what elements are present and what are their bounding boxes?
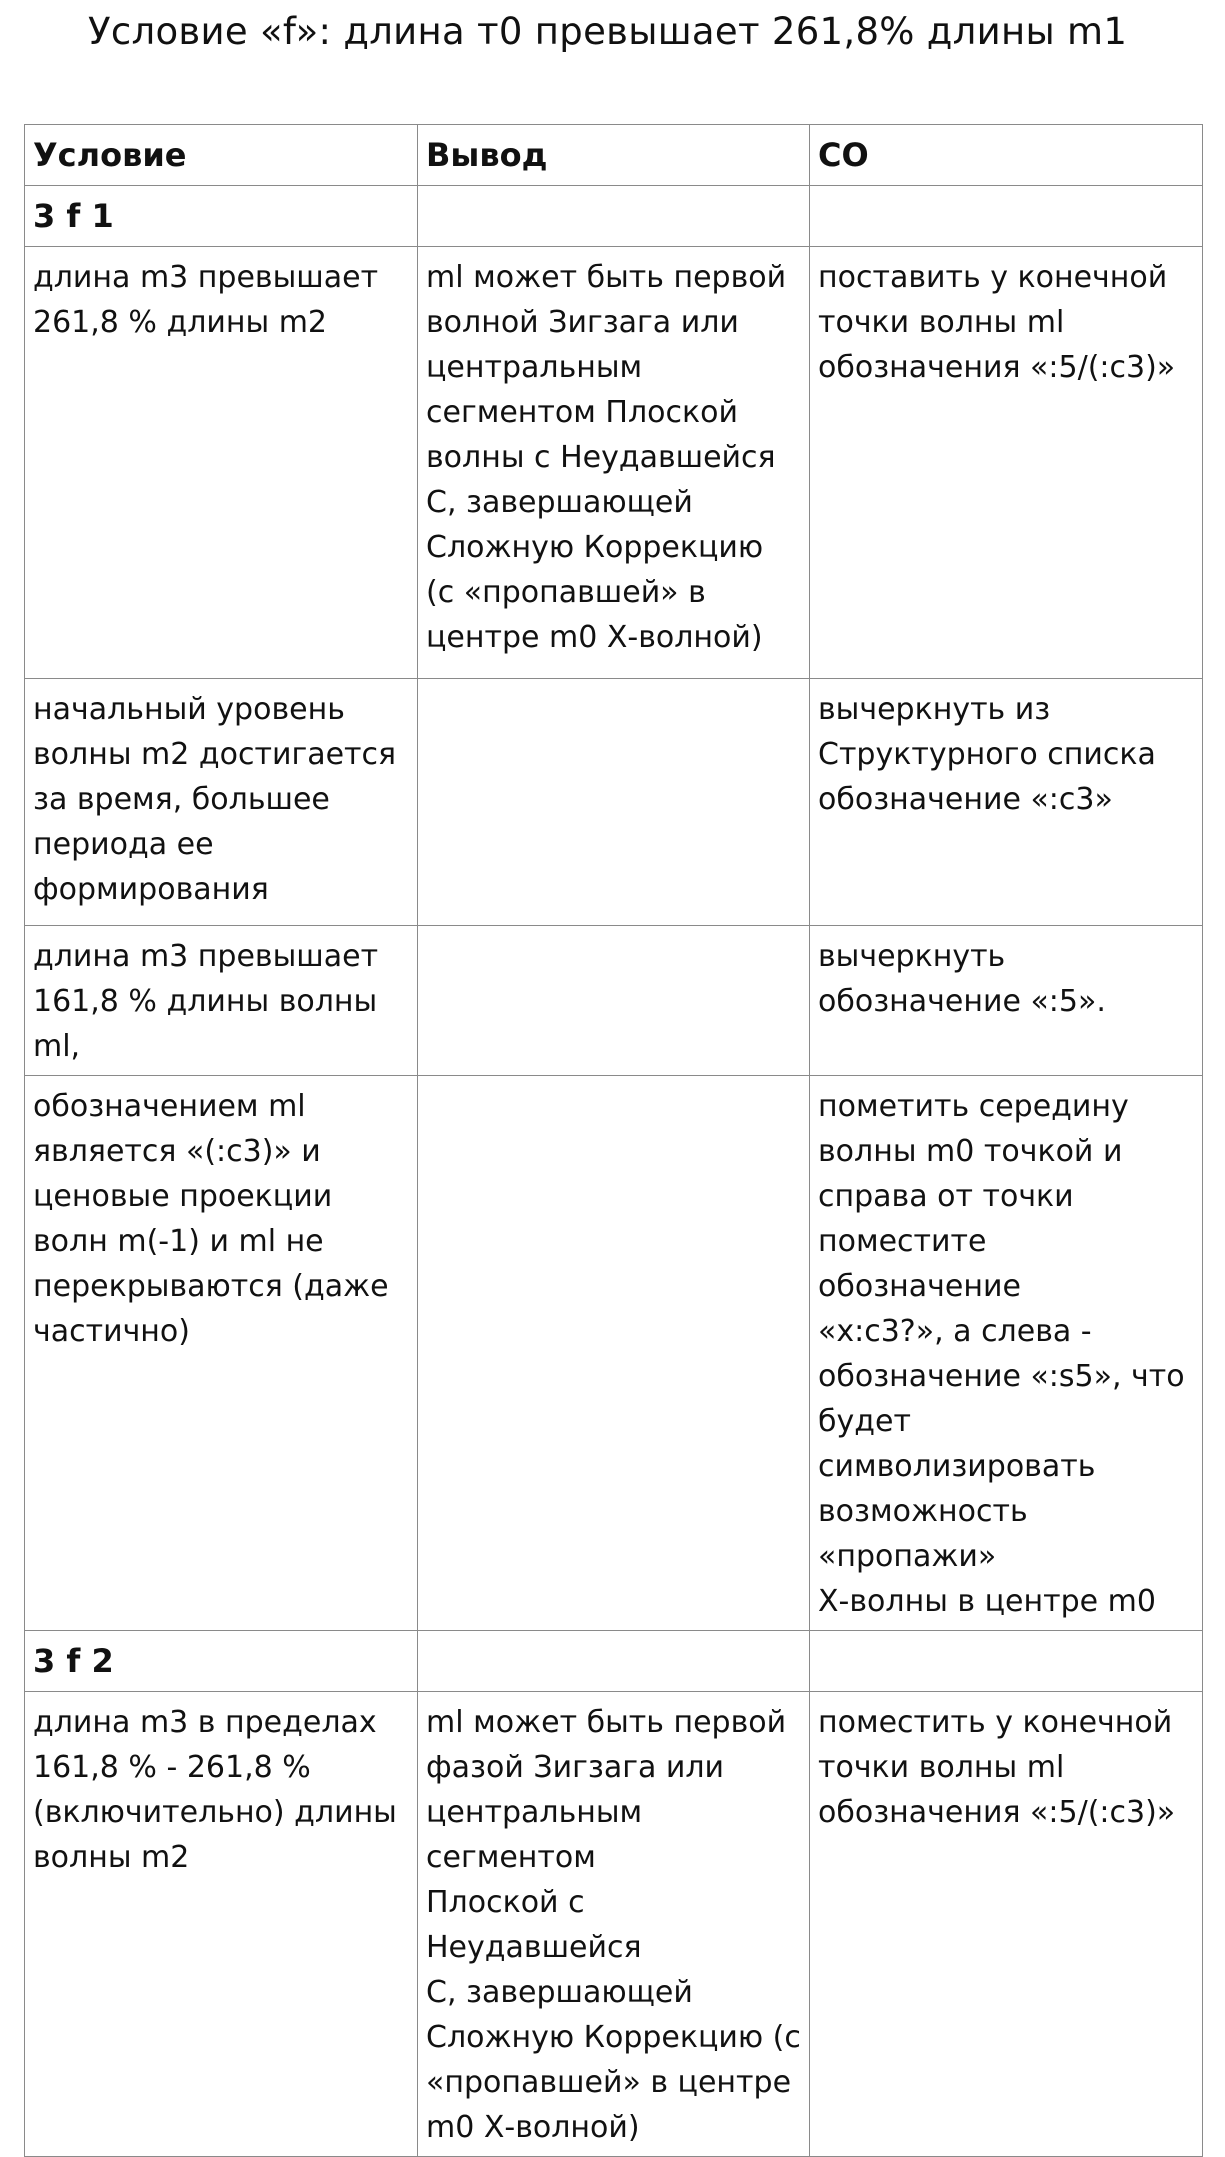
action-cell: поставить у конечной точки волны ml обозначения «:5/(:с3)» [810,247,1203,679]
column-header-conclusion: Вывод [418,125,810,186]
table-row [25,247,1203,679]
section-row-3f2 [25,1631,1203,1692]
section-empty-cell [418,186,810,247]
column-header-action: СО [810,125,1203,186]
table-row [25,1076,1203,1631]
action-cell: поместить у конечной точки волны ml обозначения «:5/(:с3)» [810,1692,1203,2157]
condition-cell: длина m3 в пределах 161,8 % - 261,8 % (включительно) длины волны m2 [25,1692,418,2157]
conclusion-cell: ml может быть первой волной Зигзага или центральным сегментом Плоской волны с Неудавшейся С, завершающей Сложную Коррекцию (с «пропавшей» в центре m0 Х-волной) [418,247,810,679]
condition-cell: длина m3 превышает 161,8 % длины волны ml, [25,926,418,1076]
table-row [25,1692,1203,2157]
column-header-condition: Условие [25,125,418,186]
action-cell: вычеркнуть из Структурного списка обозначение «:с3» [810,679,1203,926]
table-row [25,679,1203,926]
section-label: 3 f 2 [25,1631,418,1692]
condition-cell: обозначением ml является «(:с3)» и ценовые проекции волн m(-1) и ml не перекрываются (даже частично) [25,1076,418,1631]
section-row-3f1 [25,186,1203,247]
conclusion-cell [418,1076,810,1631]
conclusion-cell: ml может быть первой фазой Зигзага или центральным сегментом Плоской с Неудавшейся С, завершающей Сложную Коррекцию (с «пропавшей» в центре m0 Х-волной) [418,1692,810,2157]
section-empty-cell [810,1631,1203,1692]
table-header-row [25,125,1203,186]
condition-cell: начальный уровень волны m2 достигается за время, большее периода ее формирования [25,679,418,926]
action-cell: вычеркнуть обозначение «:5». [810,926,1203,1076]
table-row [25,926,1203,1076]
action-cell: пометить середину волны m0 точкой и справа от точки поместите обозначение «x:c3?», а слева - обозначение «:s5», что будет символизировать возможность «пропажи» Х-волны в центре m0 [810,1076,1203,1631]
section-label: 3 f 1 [25,186,418,247]
page-title: Условие «f»: длина т0 превышает 261,8% длины m1 [88,10,1128,53]
condition-cell: длина m3 превышает 261,8 % длины m2 [25,247,418,679]
conclusion-cell [418,926,810,1076]
conclusion-cell [418,679,810,926]
section-empty-cell [418,1631,810,1692]
section-empty-cell [810,186,1203,247]
conditions-table [24,124,1203,2157]
